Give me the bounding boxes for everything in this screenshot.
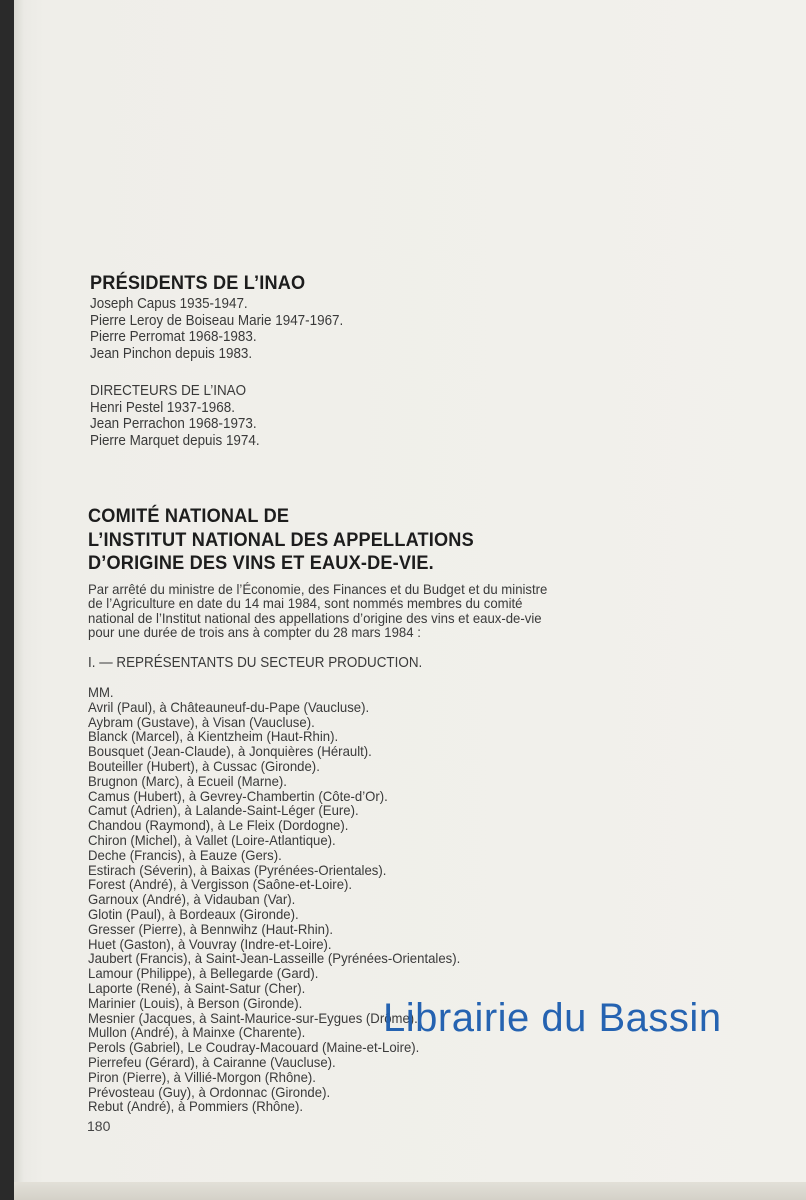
member-line: Blanck (Marcel), à Kientzheim (Haut-Rhin). bbox=[88, 728, 339, 745]
director-line: Pierre Marquet depuis 1974. bbox=[90, 433, 260, 450]
intro-line: national de l’Institut national des appellations d’origine des vins et eaux-de-vie bbox=[88, 609, 542, 626]
member-line: Bouteiller (Hubert), à Cussac (Gironde). bbox=[88, 757, 320, 774]
committee-title-line: D’ORIGINE DES VINS ET EAUX-DE-VIE. bbox=[88, 552, 434, 574]
members-salutation: MM. bbox=[88, 684, 114, 700]
president-line: Joseph Capus 1935-1947. bbox=[90, 296, 248, 312]
committee-title-block bbox=[88, 505, 503, 576]
member-line: Camus (Hubert), à Gevrey-Chambertin (Côte-d’Or). bbox=[88, 787, 388, 804]
president-line: Pierre Leroy de Boiseau Marie 1947-1967. bbox=[90, 312, 344, 329]
intro-line: pour une durée de trois ans à compter du 28 mars 1984 : bbox=[88, 623, 421, 640]
member-line: Chandou (Raymond), à Le Fleix (Dordogne). bbox=[88, 817, 349, 834]
page-bottom-edge bbox=[14, 1182, 806, 1200]
member-line: Rebut (André), à Pommiers (Rhône). bbox=[88, 1098, 304, 1115]
committee-title-line: COMITÉ NATIONAL DE bbox=[88, 505, 290, 527]
member-line: Jaubert (Francis), à Saint-Jean-Lasseille (Pyrénées-Orientales). bbox=[88, 950, 461, 967]
member-line: Aybram (Gustave), à Visan (Vaucluse). bbox=[88, 713, 315, 730]
intro-line: de l’Agriculture en date du 14 mai 1984, sont nommés membres du comité bbox=[88, 595, 523, 612]
member-line: Marinier (Louis), à Berson (Gironde). bbox=[88, 994, 303, 1011]
director-line: Henri Pestel 1937-1968. bbox=[90, 399, 235, 416]
page-number: 180 bbox=[87, 1118, 111, 1134]
member-line: Deche (Francis), à Eauze (Gers). bbox=[88, 846, 282, 863]
directors-title: DIRECTEURS DE L’INAO bbox=[90, 383, 247, 399]
member-line: Garnoux (André), à Vidauban (Var). bbox=[88, 891, 296, 908]
member-line: Prévosteau (Guy), à Ordonnac (Gironde). bbox=[88, 1083, 331, 1100]
member-line: Avril (Paul), à Châteauneuf-du-Pape (Vaucluse). bbox=[88, 698, 370, 715]
presidents-section bbox=[90, 272, 359, 363]
director-line: Jean Perrachon 1968-1973. bbox=[90, 416, 257, 433]
presidents-title: PRÉSIDENTS DE L’INAO bbox=[90, 272, 306, 294]
members-list bbox=[88, 685, 484, 1114]
member-line: Piron (Pierre), à Villié-Morgon (Rhône). bbox=[88, 1068, 316, 1085]
section-heading bbox=[88, 655, 444, 672]
member-line: Laporte (René), à Saint-Satur (Cher). bbox=[88, 979, 306, 996]
member-line: Gresser (Pierre), à Bennwihz (Haut-Rhin). bbox=[88, 920, 334, 937]
member-line: Forest (André), à Vergisson (Saône-et-Loire). bbox=[88, 876, 353, 893]
member-line: Chiron (Michel), à Vallet (Loire-Atlantique). bbox=[88, 831, 336, 848]
intro-line: Par arrêté du ministre de l’Économie, des Finances et du Budget et du ministre bbox=[88, 581, 548, 597]
member-line: Perols (Gabriel), Le Coudray-Macouard (Maine-et-Loire). bbox=[88, 1039, 420, 1056]
member-line: Bousquet (Jean-Claude), à Jonquières (Hérault). bbox=[88, 743, 372, 760]
president-line: Jean Pinchon depuis 1983. bbox=[90, 346, 253, 363]
production-heading: I. — REPRÉSENTANTS DU SECTEUR PRODUCTION. bbox=[88, 655, 423, 671]
member-line: Camut (Adrien), à Lalande-Saint-Léger (Eure). bbox=[88, 802, 359, 819]
committee-title-line: L’INSTITUT NATIONAL DES APPELLATIONS bbox=[88, 528, 474, 551]
member-line: Lamour (Philippe), à Bellegarde (Gard). bbox=[88, 965, 319, 982]
committee-intro bbox=[88, 582, 577, 639]
president-line: Pierre Perromat 1968-1983. bbox=[90, 329, 257, 346]
member-line: Brugnon (Marc), à Ecueil (Marne). bbox=[88, 772, 287, 789]
member-line: Huet (Gaston), à Vouvray (Indre-et-Loire). bbox=[88, 935, 332, 952]
member-line: Glotin (Paul), à Bordeaux (Gironde). bbox=[88, 905, 299, 922]
member-line: Mesnier (Jacques, à Saint-Maurice-sur-Eygues (Drôme). bbox=[88, 1009, 418, 1026]
directors-section bbox=[90, 383, 270, 450]
watermark: Librairie du Bassin bbox=[383, 996, 722, 1040]
member-line: Mullon (André), à Mainxe (Charente). bbox=[88, 1024, 306, 1041]
member-line: Pierrefeu (Gérard), à Cairanne (Vaucluse). bbox=[88, 1053, 336, 1070]
member-line: Estirach (Séverin), à Baixas (Pyrénées-Orientales). bbox=[88, 861, 387, 878]
